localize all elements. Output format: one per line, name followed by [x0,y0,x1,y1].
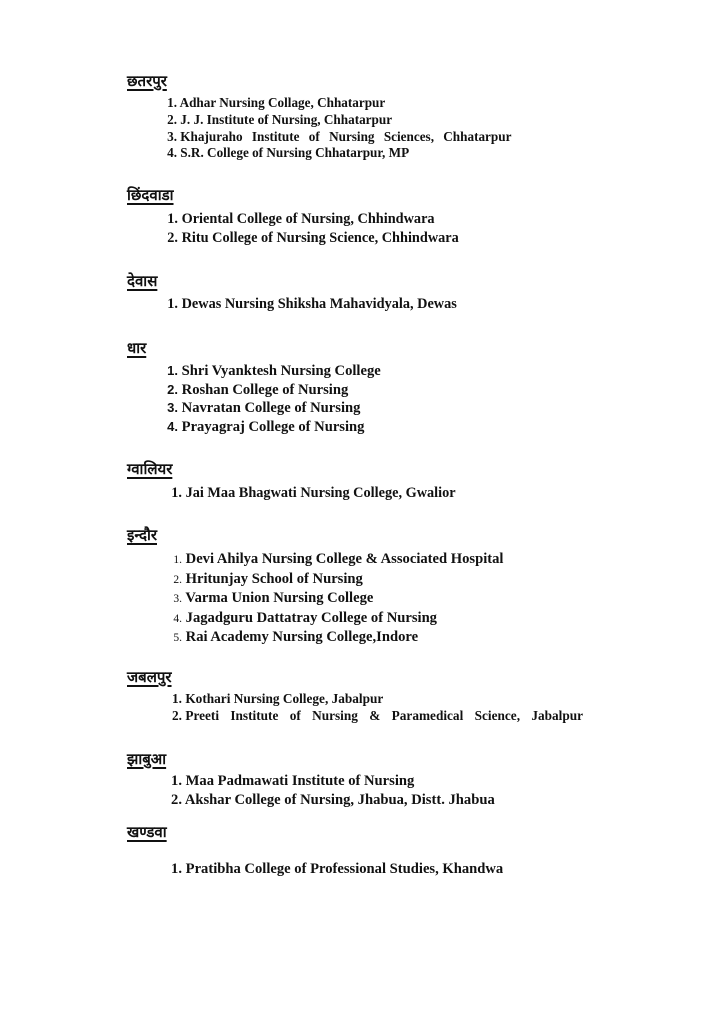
item-number: 2. [167,230,178,246]
college-list [163,295,457,314]
item-number: 4. [167,418,178,434]
section-heading: जबलपुर [127,668,172,686]
section-heading: खण्डवा [127,823,167,841]
list-item [163,112,511,129]
item-text: Kothari Nursing College, Jabalpur [185,691,384,706]
section-heading: छिंदवाडा [127,186,174,204]
item-number: 3. [167,128,177,144]
college-list [163,95,511,162]
item-text: Devi Ahilya Nursing College & Associated Hospital [185,551,504,567]
item-text: Preeti Institute of Nursing & Paramedical Science, Jabalpur [185,707,584,723]
item-text: Dewas Nursing Shiksha Mahavidyala, Dewas [181,296,457,312]
list-item [163,210,459,229]
list-item [170,609,503,629]
item-text: Hritunjay School of Nursing [185,570,363,587]
list-item [170,860,503,879]
item-text: Oriental College of Nursing, Chhindwara [181,211,435,227]
item-number: 1. [171,861,182,877]
item-number: 1. [167,95,177,110]
list-item [163,362,381,381]
college-list [163,210,459,248]
section-heading: इन्दौर [127,526,157,544]
list-item [163,229,459,248]
item-number: 1. [167,363,178,378]
list-item [163,295,457,314]
item-text: S.R. College of Nursing Chhatarpur, MP [180,145,410,161]
list-item [170,484,456,503]
item-number: 4. [173,612,182,625]
item-text: J. J. Institute of Nursing, Chhatarpur [180,111,393,127]
item-number: 2. [167,381,178,397]
list-item [163,95,511,112]
item-text: Prayagraj College of Nursing [181,418,365,435]
item-text: Maa Padmawati Institute of Nursing [185,773,415,789]
item-text: Khajuraho Institute of Nursing Sciences, Chhatarpur [180,128,512,144]
item-text: Jagadguru Dattatray College of Nursing [185,609,437,626]
list-item [170,570,503,590]
item-text: Roshan College of Nursing [181,381,349,398]
college-list [170,691,583,724]
section-heading: देवास [127,272,158,290]
list-item [170,691,583,708]
item-number: 1. [167,296,178,312]
item-text: Rai Academy Nursing College,Indore [185,629,419,645]
section-heading: छतरपुर [127,72,167,90]
list-item [163,381,381,400]
list-item [163,418,381,437]
item-number: 2. [171,791,182,808]
item-number: 1. [172,691,182,706]
list-item [163,399,381,418]
item-number: 1. [171,773,182,789]
item-text: Varma Union Nursing College [185,590,374,606]
item-number: 1. [167,211,178,227]
list-item [163,145,511,162]
item-text: Ritu College of Nursing Science, Chhindwara [181,230,459,246]
college-list [163,362,381,436]
item-number: 3. [167,400,178,415]
college-list [170,772,495,809]
list-item [170,772,495,791]
item-text: Navratan College of Nursing [181,400,361,416]
list-item [170,708,583,725]
list-item [163,129,511,146]
item-number: 1. [173,554,182,566]
section-heading: झाबुआ [127,750,167,768]
item-number: 2. [172,707,182,723]
section-heading: ग्वालियर [127,460,173,478]
item-number: 2. [173,573,182,586]
item-text: Adhar Nursing Collage, Chhatarpur [179,95,386,110]
item-number: 3. [173,593,182,605]
list-item [170,589,503,609]
college-list [170,860,503,879]
item-text: Shri Vyanktesh Nursing College [181,363,381,379]
college-list [170,484,456,503]
item-number: 2. [167,111,177,127]
item-text: Pratibha College of Professional Studies, Khandwa [185,861,504,877]
item-number: 1. [171,485,182,501]
list-item [170,550,503,570]
item-text: Akshar College of Nursing, Jhabua, Distt. Jhabua [184,791,495,808]
item-text: Jai Maa Bhagwati Nursing College, Gwalior [185,485,456,501]
item-number: 4. [167,145,177,161]
list-item [170,791,495,810]
college-list [170,550,503,648]
section-heading: धार [127,339,147,357]
list-item [170,628,503,648]
item-number: 5. [173,632,182,644]
